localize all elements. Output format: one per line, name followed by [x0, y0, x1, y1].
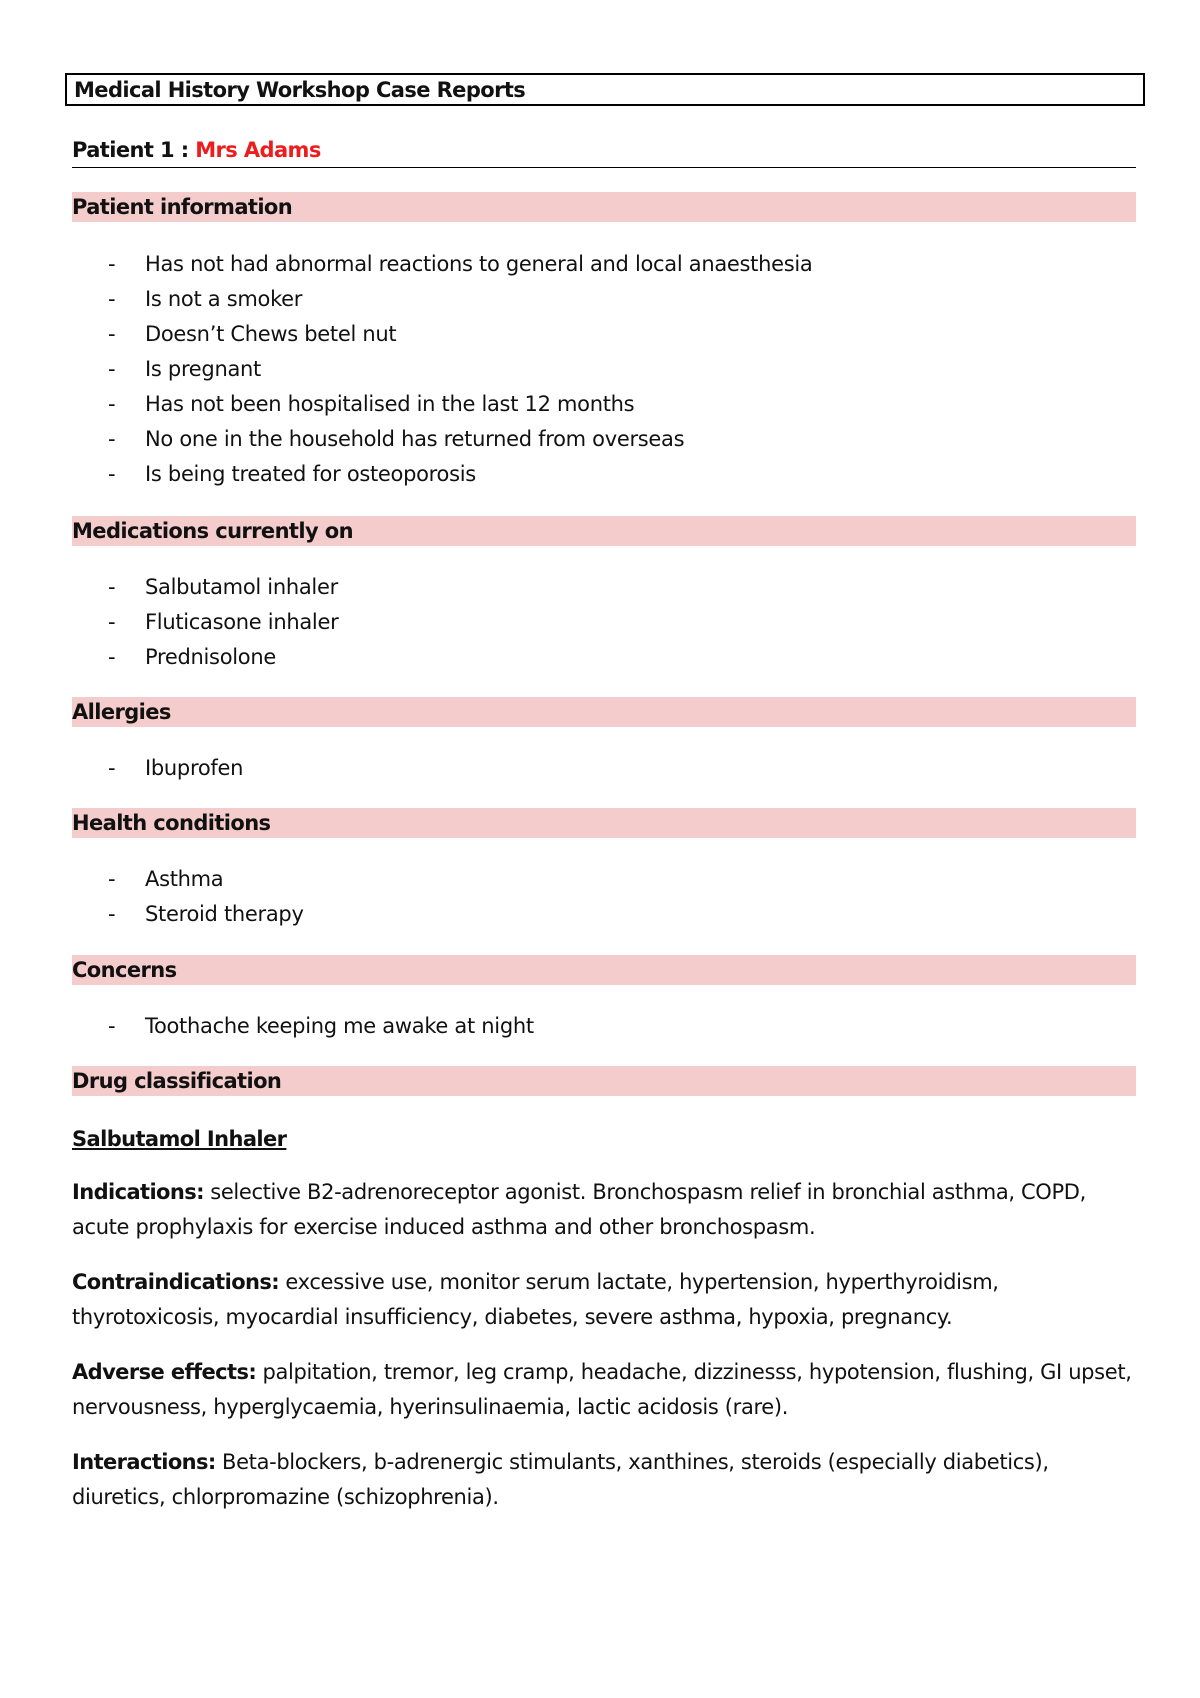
list-item: [72, 422, 1136, 457]
medications-list: [72, 570, 1136, 675]
dash-bullet: -: [108, 322, 116, 346]
section-heading-medications: Medications currently on: [72, 516, 1136, 546]
list-item: [72, 247, 1136, 282]
list-item-text: Salbutamol inhaler: [145, 575, 338, 599]
list-item: [72, 352, 1136, 387]
dash-bullet: -: [108, 610, 116, 634]
list-item: [72, 282, 1136, 317]
list-item-text: No one in the household has returned from overseas: [145, 427, 685, 451]
dash-bullet: -: [108, 392, 116, 416]
interactions-paragraph: [72, 1445, 1138, 1515]
list-item-text: Is being treated for osteoporosis: [145, 462, 476, 486]
patient-label: Patient 1 :: [72, 138, 196, 162]
concerns-list: [72, 1009, 1136, 1044]
list-item-text: Ibuprofen: [145, 756, 244, 780]
section-heading-patient-information: Patient information: [72, 192, 1136, 222]
dash-bullet: -: [108, 902, 116, 926]
indications-paragraph: [72, 1175, 1138, 1245]
list-item: [72, 457, 1136, 492]
indications-text: selective B2-adrenoreceptor agonist. Bronchospasm relief in bronchial asthma, COPD, acute prophylaxis for exercise induced asthma and other bronchospasm.: [72, 1180, 1086, 1239]
allergies-list: [72, 751, 1136, 786]
adverse-effects-label: Adverse effects:: [72, 1360, 257, 1384]
document-title: Medical History Workshop Case Reports: [65, 73, 1145, 106]
patient-information-list: [72, 247, 1136, 492]
adverse-effects-paragraph: [72, 1355, 1138, 1425]
list-item-text: Fluticasone inhaler: [145, 610, 339, 634]
section-heading-health-conditions: Health conditions: [72, 808, 1136, 838]
interactions-text: Beta-blockers, b-adrenergic stimulants, xanthines, steroids (especially diabetics), diuretics, chlorpromazine (schizophrenia).: [72, 1450, 1049, 1509]
list-item-text: Toothache keeping me awake at night: [145, 1014, 534, 1038]
section-heading-drug-classification: Drug classification: [72, 1066, 1136, 1096]
list-item-text: Is not a smoker: [145, 287, 303, 311]
dash-bullet: -: [108, 645, 116, 669]
section-heading-allergies: Allergies: [72, 697, 1136, 727]
contraindications-paragraph: [72, 1265, 1138, 1335]
list-item: [72, 605, 1136, 640]
list-item-text: Steroid therapy: [145, 902, 304, 926]
list-item: [72, 897, 1136, 932]
list-item: [72, 640, 1136, 675]
dash-bullet: -: [108, 462, 116, 486]
list-item: [72, 387, 1136, 422]
list-item-text: Is pregnant: [145, 357, 261, 381]
health-conditions-list: [72, 862, 1136, 932]
contraindications-label: Contraindications:: [72, 1270, 280, 1294]
section-heading-concerns: Concerns: [72, 955, 1136, 985]
list-item: [72, 317, 1136, 352]
list-item-text: Asthma: [145, 867, 224, 891]
indications-label: Indications:: [72, 1180, 204, 1204]
dash-bullet: -: [108, 287, 116, 311]
list-item-text: Has not been hospitalised in the last 12 months: [145, 392, 635, 416]
dash-bullet: -: [108, 427, 116, 451]
interactions-label: Interactions:: [72, 1450, 216, 1474]
list-item-text: Prednisolone: [145, 645, 276, 669]
list-item: [72, 1009, 1136, 1044]
list-item: [72, 570, 1136, 605]
list-item: [72, 751, 1136, 786]
list-item-text: Doesn’t Chews betel nut: [145, 322, 397, 346]
adverse-effects-text: palpitation, tremor, leg cramp, headache, dizzinesss, hypotension, flushing, GI upset, nervousness, hyperglycaemia, hyerinsulinaemia, lactic acidosis (rare).: [72, 1360, 1132, 1419]
drug-name-heading: Salbutamol Inhaler: [72, 1127, 287, 1151]
dash-bullet: -: [108, 756, 116, 780]
list-item-text: Has not had abnormal reactions to general and local anaesthesia: [145, 252, 813, 276]
patient-name: Mrs Adams: [195, 138, 321, 162]
dash-bullet: -: [108, 867, 116, 891]
contraindications-text: excessive use, monitor serum lactate, hypertension, hyperthyroidism, thyrotoxicosis, myocardial insufficiency, diabetes, severe asthma, hypoxia, pregnancy.: [72, 1270, 999, 1329]
dash-bullet: -: [108, 252, 116, 276]
list-item: [72, 862, 1136, 897]
patient-heading: [72, 136, 1136, 168]
dash-bullet: -: [108, 1014, 116, 1038]
dash-bullet: -: [108, 575, 116, 599]
dash-bullet: -: [108, 357, 116, 381]
